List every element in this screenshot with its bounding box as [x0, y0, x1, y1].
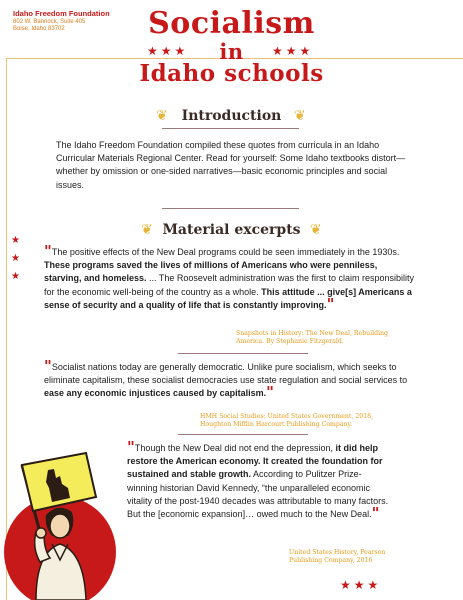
star-icon: ★ [11, 271, 20, 282]
quote-text: Socialist nations today are generally democratic. Unlike pure socialism, which seeks to eliminate capitalism, these socialist democracies use state regulation and social services to [44, 362, 408, 386]
excerpt-2-source [200, 413, 373, 429]
title-stars-right: ★★★ [272, 44, 314, 58]
source-line: America. By Stephanie Fitzgerald. [236, 338, 344, 345]
excerpt-quote-2 [44, 357, 412, 402]
excerpt-3-source [289, 549, 385, 565]
star-icon: ★ [11, 253, 20, 264]
laurel-left-icon: ❦ [156, 107, 168, 123]
source-line: HMH Social Studies: United States Government, 2018, [200, 413, 374, 420]
close-quote-mark: " [266, 383, 274, 402]
excerpts-top-rule [162, 208, 299, 209]
laurel-right-icon: ❦ [310, 221, 322, 237]
quote-text-bold: These programs saved the lives of millions of Americans who were penniless, starving, and homeless. [44, 260, 378, 284]
open-quote-mark: " [44, 357, 52, 375]
title-line3: Idaho schools [139, 60, 324, 87]
title-stars-left: ★★★ [147, 44, 189, 58]
source-line: Publishing Company, 2016 [289, 557, 373, 564]
quote-text-bold: This attitude ... give[s] Americans a sense of security and a quality of life that is constantly improving. [44, 286, 412, 310]
excerpt-quote-1 [44, 242, 414, 313]
intro-text: The Idaho Freedom Foundation compiled these quotes from curricula in an Idaho Curricular Materials Regional Center. Read for yourself: Some Idaho textbooks distort—whether by omission or one-sided narratives—basic economic principles and social issues. [56, 140, 406, 190]
close-quote-mark: " [371, 504, 380, 523]
close-quote-mark: " [326, 294, 335, 313]
intro-heading-rule [162, 128, 299, 129]
source-line: Houghton Mifflin Harcourt Publishing Company. [200, 421, 353, 428]
open-quote-mark: " [127, 438, 135, 456]
laurel-left-icon: ❦ [141, 221, 153, 237]
footer-stars: ★★★ [340, 578, 382, 592]
quote-text: According to Pulitzer Prize-winning historian David Kennedy, “the unparalleled economic vitality of the post-1940 decades was attributable to many factors. But the [economic expansion]… owed much to the New Deal. [127, 469, 389, 520]
excerpt-1-source [236, 330, 388, 346]
laurel-right-icon: ❦ [294, 107, 306, 123]
intro-heading: Introduction [181, 108, 282, 124]
org-address-line1: 802 W. Bannock, Suite 405 [13, 18, 86, 25]
side-stars [11, 232, 20, 286]
excerpts-heading: Material excerpts [162, 222, 301, 238]
quote-divider [178, 353, 308, 354]
source-line: United States History, Pearson [289, 549, 386, 556]
star-icon: ★ [11, 235, 20, 246]
org-name: Idaho Freedom Foundation [13, 9, 110, 18]
excerpt-quote-3 [127, 438, 389, 523]
title-line2: in [219, 39, 244, 64]
org-address-line2: Boise, Idaho 83702 [13, 25, 65, 32]
open-quote-mark: " [44, 242, 52, 260]
quote-divider [178, 434, 308, 435]
quote-text: ... The Roosevelt administration was the first to claim responsibility for the economic well-being of the country as a whole. [44, 273, 414, 297]
quote-text: The positive effects of the New Deal programs could be seen immediately in the 1930s. [51, 247, 400, 257]
source-line: Snapshots in History: The New Deal, Rebuilding [236, 330, 388, 337]
idaho-flag-woman-illustration [0, 440, 130, 600]
quote-text-bold: it did help restore the American economy. It created the foundation for sustained and stable growth. [127, 443, 383, 480]
quote-text: Though the New Deal did not end the depression, [134, 443, 336, 453]
quote-text-bold: ease any economic injustices caused by capitalism. [44, 388, 267, 399]
title-line1: Socialism [148, 6, 315, 41]
